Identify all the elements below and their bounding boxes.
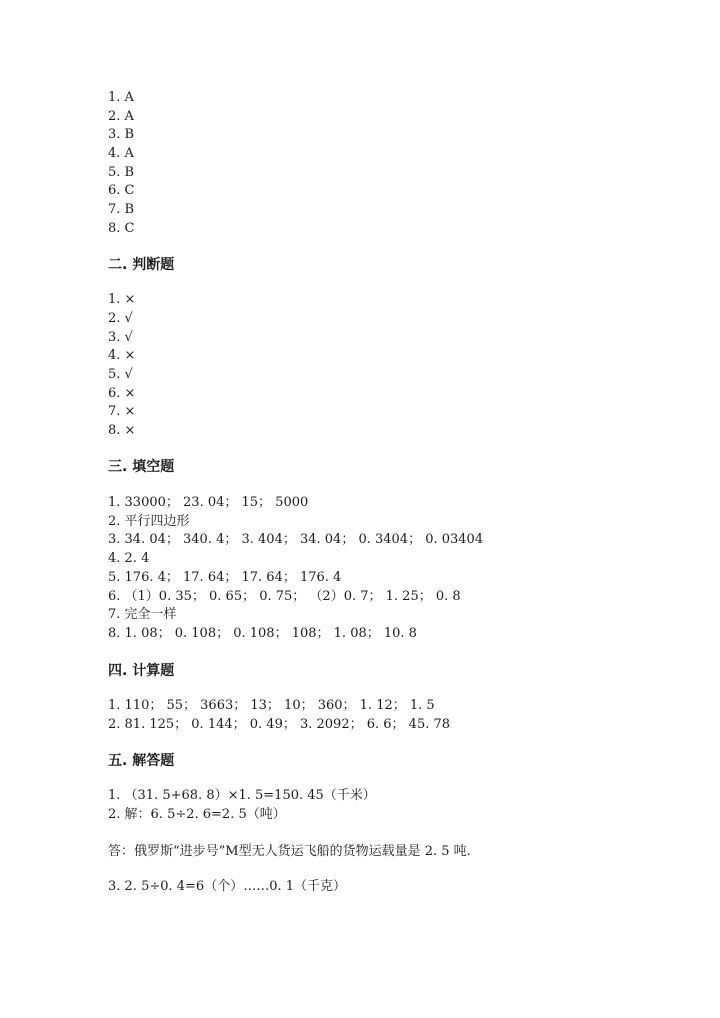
fill-answer-3: 3. 34. 04； 340. 4； 3. 404； 34. 04； 0. 3404； 0. 03404: [108, 532, 484, 547]
problem-answer-2-conclusion: 答：俄罗斯“进步号”M型无人货运飞船的货物运载量是 2. 5 吨.: [108, 844, 471, 859]
judgement-answer-2: 2. √: [108, 311, 133, 326]
judgement-answer-6: 6. ×: [108, 386, 136, 401]
choice-answer-4: 4. A: [108, 146, 134, 161]
judgement-answer-1: 1. ×: [108, 292, 136, 307]
section-heading-word-problems: 五. 解答题: [108, 753, 175, 769]
judgement-answer-8: 8. ×: [108, 423, 136, 438]
judgement-answer-4: 4. ×: [108, 348, 136, 363]
problem-answer-1: 1. （31. 5+68. 8）×1. 5=150. 45（千米）: [108, 788, 376, 803]
section-heading-fill-blank: 三. 填空题: [108, 459, 175, 475]
judgement-answer-7: 7. ×: [108, 404, 136, 419]
problem-answer-3: 3. 2. 5÷0. 4=6（个）……0. 1（千克）: [108, 879, 347, 894]
choice-answer-1: 1. A: [108, 90, 134, 105]
judgement-answer-5: 5. √: [108, 367, 133, 382]
choice-answer-6: 6. C: [108, 183, 135, 198]
problem-answer-2: 2. 解：6. 5÷2. 6=2. 5（吨）: [108, 807, 286, 822]
fill-answer-4: 4. 2. 4: [108, 551, 150, 566]
fill-answer-1: 1. 33000； 23. 04； 15； 5000: [108, 495, 309, 510]
fill-answer-2: 2. 平行四边形: [108, 514, 190, 529]
choice-answer-2: 2. A: [108, 109, 134, 124]
choice-answer-8: 8. C: [108, 221, 135, 236]
section-heading-calculation: 四. 计算题: [108, 663, 175, 679]
calc-answer-2: 2. 81. 125； 0. 144； 0. 49； 3. 2092； 6. 6； 45. 78: [108, 717, 451, 732]
choice-answer-3: 3. B: [108, 127, 135, 142]
fill-answer-6: 6. （1）0. 35； 0. 65； 0. 75； （2）0. 7； 1. 25； 0. 8: [108, 589, 461, 604]
choice-answer-5: 5. B: [108, 165, 135, 180]
fill-answer-8: 8. 1. 08； 0. 108； 0. 108； 108； 1. 08； 10. 8: [108, 626, 417, 641]
section-heading-judgement: 二. 判断题: [108, 257, 175, 273]
calc-answer-1: 1. 110； 55； 3663； 13； 10； 360； 1. 12； 1. 5: [108, 698, 435, 713]
judgement-answer-3: 3. √: [108, 330, 133, 345]
fill-answer-7: 7. 完全一样: [108, 607, 177, 622]
fill-answer-5: 5. 176. 4； 17. 64； 17. 64； 176. 4: [108, 570, 342, 585]
choice-answer-7: 7. B: [108, 202, 135, 217]
